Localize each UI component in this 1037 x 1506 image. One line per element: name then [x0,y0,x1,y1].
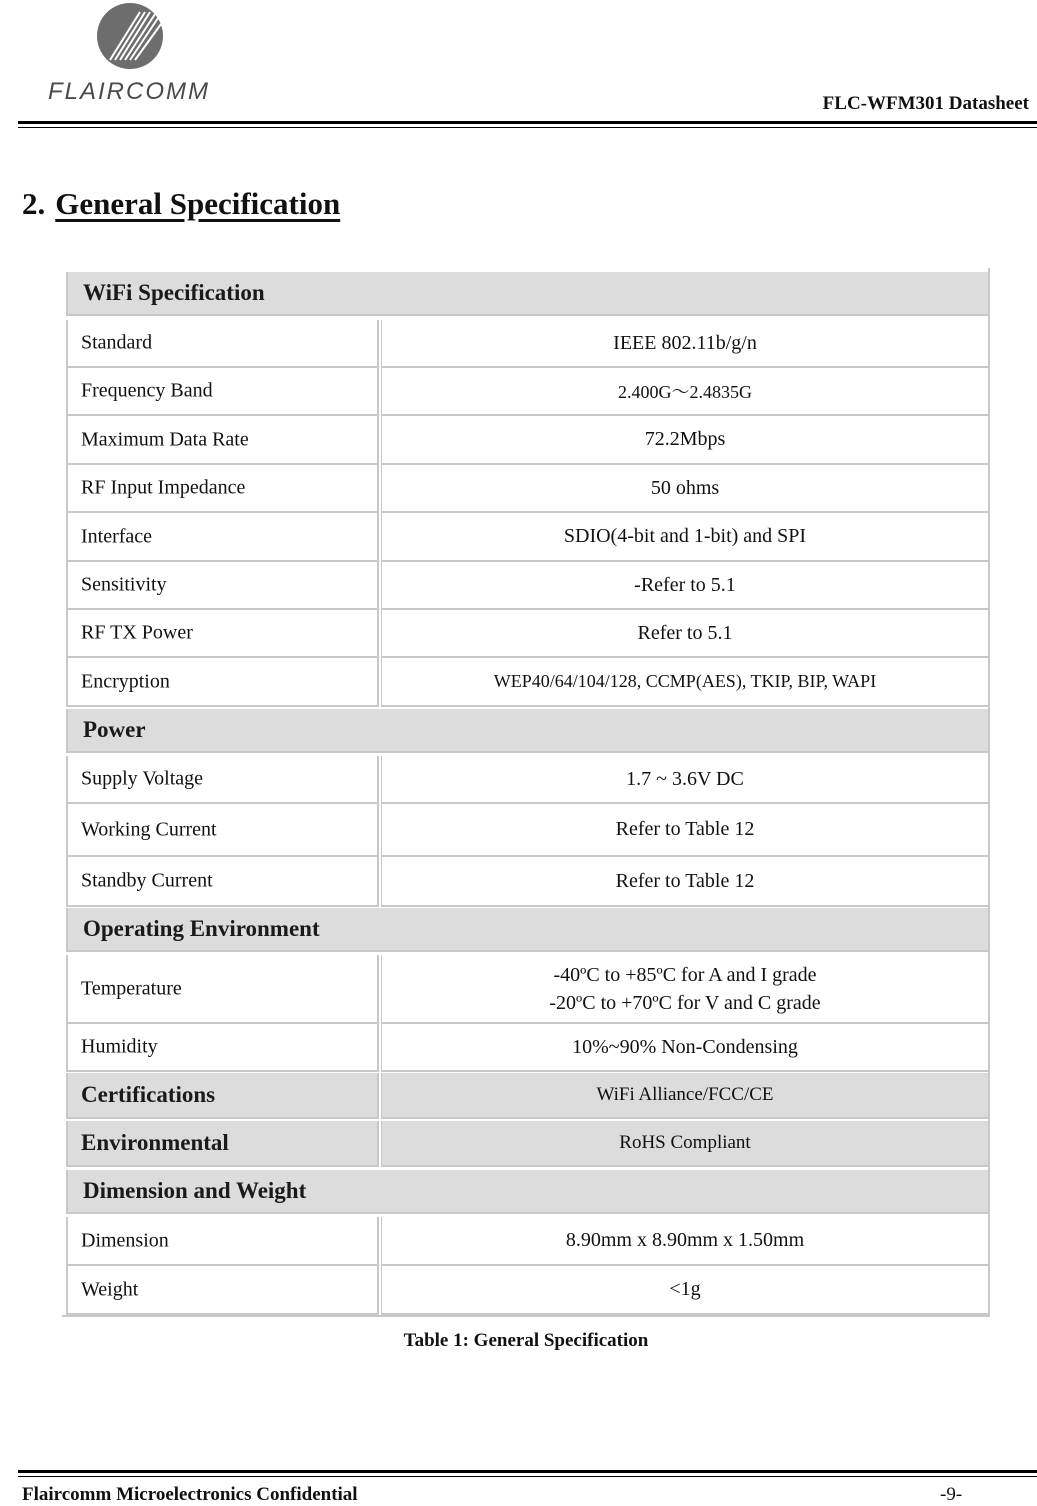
footer-confidential: Flaircomm Microelectronics Confidential [22,1484,358,1505]
table-row-environmental [66,1121,988,1167]
row-value: -Refer to 5.1 [381,562,988,610]
row-label: Encryption [66,658,379,707]
row-label: Dimension [66,1217,379,1266]
footer-rule-thin [18,1476,1037,1477]
row-value: RoHS Compliant [381,1121,988,1167]
row-label: RF Input Impedance [66,465,379,513]
row-value: Refer to Table 12 [381,857,988,907]
row-value: 1.7 ~ 3.6V DC [381,756,988,804]
row-value: <1g [381,1266,988,1315]
logo-wordmark: FLAIRCOMM [48,78,210,105]
row-label: Supply Voltage [66,756,379,804]
document-title: FLC-WFM301 Datasheet [822,93,1029,114]
table-row-certifications [66,1073,988,1119]
section-heading [22,186,340,222]
table-row [66,416,988,465]
header-rule-thin [18,127,1037,128]
table-row [66,562,988,610]
row-value: 10%~90% Non-Condensing [381,1024,988,1072]
table-row [66,804,988,857]
row-label: RF TX Power [66,610,379,658]
flaircomm-logo [44,2,219,107]
table-row [66,857,988,907]
row-value [381,955,988,1024]
row-value: 72.2Mbps [381,416,988,465]
row-value: 50 ohms [381,465,988,513]
page-number: -9- [940,1484,963,1505]
table-row [66,1217,988,1266]
row-value: IEEE 802.11b/g/n [381,320,988,368]
row-value: Refer to Table 12 [381,804,988,857]
row-label: Temperature [66,955,379,1024]
group-header-wifi: WiFi Specification [66,272,988,316]
table-row [66,955,988,1024]
row-label: Frequency Band [66,368,379,416]
row-label: Interface [66,513,379,562]
row-value: WiFi Alliance/FCC/CE [381,1073,988,1119]
table-row [66,1266,988,1315]
table-row [66,1024,988,1072]
row-value: 2.400G～2.4835G [381,368,988,416]
header-rule-thick [18,121,1037,124]
row-label: Weight [66,1266,379,1315]
row-label: Standby Current [66,857,379,907]
row-label: Humidity [66,1024,379,1072]
group-header-power: Power [66,709,988,753]
row-label: Working Current [66,804,379,857]
group-header-dimension: Dimension and Weight [66,1170,988,1214]
table-row [66,610,988,658]
table-caption: Table 1: General Specification [403,1330,649,1351]
table-row [66,320,988,368]
value-line: -20ºC to +70ºC for V and C grade [549,991,821,1014]
row-label: Standard [66,320,379,368]
section-title: General Specification [55,186,341,221]
row-label: Sensitivity [66,562,379,610]
value-line: -40ºC to +85ºC for A and I grade [553,963,817,986]
row-value: Refer to 5.1 [381,610,988,658]
row-label: Certifications [66,1073,379,1119]
section-number: 2. [22,186,46,221]
row-value: WEP40/64/104/128, CCMP(AES), TKIP, BIP, WAPI [381,658,988,707]
footer-rule-thick [18,1470,1037,1473]
table-row [66,756,988,804]
table-row [66,465,988,513]
group-header-environment: Operating Environment [66,908,988,952]
row-value: SDIO(4-bit and 1-bit) and SPI [381,513,988,562]
row-value: 8.90mm x 8.90mm x 1.50mm [381,1217,988,1266]
table-row [66,368,988,416]
row-label: Maximum Data Rate [66,416,379,465]
table-row [66,513,988,562]
row-label: Environmental [66,1121,379,1167]
table-row [66,658,988,707]
